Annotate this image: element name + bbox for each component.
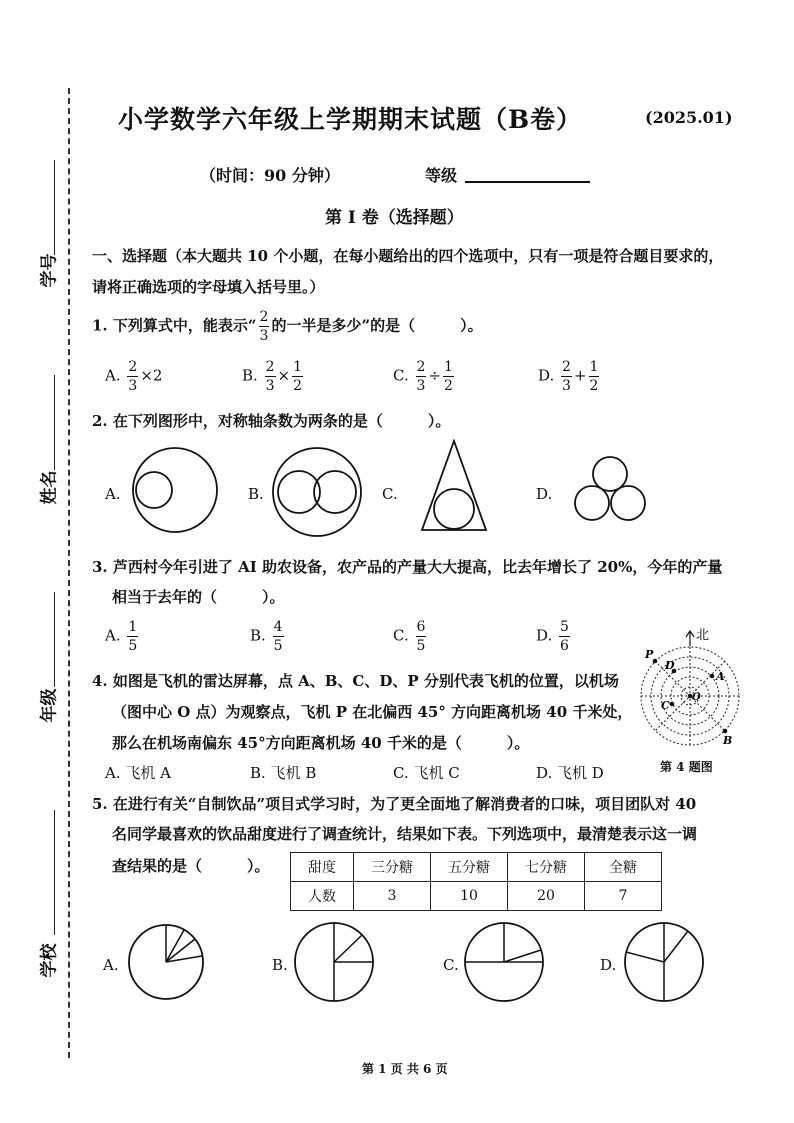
option-fraction [273,620,284,653]
q4-option-b[interactable]: B. 飞机 B [250,764,317,782]
triangle [422,441,486,530]
num: 4 [273,619,283,635]
section-title: 第 I 卷（选择题） [325,208,464,228]
den: 6 [560,638,569,654]
inscribed-circle [434,489,474,529]
option-letter: D. [536,626,553,645]
point-b [723,729,728,734]
label-p: P [645,648,654,661]
num: 2 [416,359,426,375]
num: 5 [560,619,569,635]
q5-option-a-label[interactable]: A. [103,956,119,974]
binding-dashed-line [68,88,70,1058]
option-letter: C. [393,626,409,645]
divider [626,952,664,962]
q5-option-d-label[interactable]: D. [600,956,617,974]
q5-pie-b [292,920,376,1004]
table-header-cell: 全糖 [585,853,662,882]
question-5-line-1: 5. 在进行有关“自制饮品”项目式学习时，为了更全面地了解消费者的口味，项目团队对 40 [92,795,697,813]
q2-figure-a [130,445,220,535]
option-fraction [589,360,600,393]
small-circle [136,472,172,508]
q5-option-c-label[interactable]: C. [443,956,459,974]
den: 3 [128,378,138,394]
point-a [710,674,715,679]
left-circle [575,486,609,520]
question-4-line-1: 4. 如图是飞机的雷达屏幕，点 A、B、C、D、P 分别代表飞机的位置，以机场 [92,672,619,690]
q5-pie-a [126,922,206,1002]
option-letter: A. [105,626,121,645]
label-b: B [723,734,733,747]
exam-date: (2025.01) [645,108,733,127]
student-id-blank[interactable] [54,160,55,255]
question-4-line-3: 那么在机场南偏东 45°方向距离机场 40 千米的是（ ）。 [112,734,530,752]
option-fraction [265,360,276,393]
pie-dividers [465,923,543,962]
option-fraction [127,620,138,653]
table-header-cell: 五分糖 [431,853,508,882]
label-o: O [692,692,701,703]
den: 5 [128,638,138,654]
q4-option-d[interactable]: D. 飞机 D [536,764,604,782]
question-3-line-2: 相当于去年的（ ）。 [112,588,285,606]
name-blank[interactable] [54,375,55,470]
den: 5 [273,638,283,654]
q3-option-d[interactable] [536,620,572,653]
q4-option-c[interactable]: C. 飞机 C [393,764,460,782]
option-fraction [559,620,570,653]
q2-option-c-label[interactable]: C. [382,485,398,503]
name-label: 姓名 [39,470,60,505]
table-cell: 3 [354,882,431,911]
option-letter: C. [393,366,409,385]
q1-prefix: 1. 下列算式中，能表示“ [92,316,257,335]
time-limit: （时间：90 分钟） [200,166,340,185]
num: 6 [416,619,426,635]
label-a: A [716,670,725,683]
q1-option-c[interactable] [393,360,456,393]
point-p [653,659,658,664]
table-header-row [291,853,662,882]
option-fraction [443,360,454,393]
divider [166,930,184,962]
student-id-label: 学号 [39,253,60,288]
table-cell: 7 [585,882,662,911]
q1-suffix: 的一半是多少”的是（ ）。 [271,316,483,335]
den: 3 [416,378,426,394]
table-header-cell: 甜度 [291,853,354,882]
operator: ×2 [140,366,163,385]
level-blank[interactable] [465,181,590,183]
option-letter: D. [538,366,555,385]
instructions-line-2: 请将正确选项的字母填入括号里。） [92,278,325,296]
num: 2 [562,359,571,375]
q1-frac-den: 3 [259,328,269,344]
question-2: 2. 在下列图形中，对称轴条数为两条的是（ ）。 [92,412,451,430]
operator: + [573,366,587,385]
school-label: 学校 [39,943,60,978]
radar-figure [636,624,746,754]
table-cell: 10 [431,882,508,911]
top-circle [593,457,627,491]
pie-dividers [166,925,202,962]
q5-pie-c [462,920,546,1004]
option-fraction [292,360,303,393]
operator: ÷ [428,366,441,385]
school-blank[interactable] [54,810,55,935]
right-circle [611,486,645,520]
den: 2 [589,378,599,394]
table-header-cell: 七分糖 [508,853,585,882]
num: 1 [293,359,302,375]
num: 2 [128,359,138,375]
q3-option-c[interactable] [393,620,428,653]
point-c [670,702,675,707]
question-1 [92,310,483,343]
survey-table [290,852,662,911]
pie-dividers [334,923,373,1001]
option-fraction [561,360,572,393]
question-3-line-1: 3. 芦西村今年引进了 AI 助农设备，农产品的产量大大提高，比去年增长了 20%，今年的产量 [92,558,723,576]
operator: × [277,366,291,385]
option-letter: A. [105,366,121,385]
num: 2 [265,359,275,375]
q2-option-b-label[interactable]: B. [248,485,264,503]
q2-figure-b [270,445,364,539]
table-header-cell: 三分糖 [354,853,431,882]
option-fraction [127,360,138,393]
table-row [291,882,662,911]
den: 3 [265,378,275,394]
num: 1 [589,359,599,375]
q2-option-d-label[interactable]: D. [536,485,553,503]
level-label: 等级 [425,166,458,185]
q5-pie-d [622,920,706,1004]
divider [334,935,362,962]
instructions-line-1: 一、选择题（本大题共 10 个小题，在每小题给出的四个选项中，只有一项是符合题目要求的， [92,247,724,265]
q1-option-a[interactable] [105,360,162,393]
large-circle [133,448,217,532]
question-4-line-2: （图中心 O 点）为观察点，飞机 P 在北偏西 45° 方向距离机场 40 千米处， [112,703,633,721]
question-5-line-3: 查结果的是（ ）。 [112,857,270,875]
grade-blank[interactable] [54,592,55,687]
den: 2 [293,378,302,394]
north-label: 北 [696,628,710,643]
den: 3 [562,378,571,394]
num: 1 [444,359,453,375]
divider [504,950,541,962]
label-c: C [661,699,670,712]
den: 2 [444,378,453,394]
table-row-label: 人数 [291,882,354,911]
q2-option-a-label[interactable]: A. [105,485,121,503]
option-letter: B. [250,626,266,645]
option-fraction [416,620,427,653]
page-number: 第 1 页 共 6 页 [362,1062,448,1076]
large-circle [273,448,361,536]
q4-option-a[interactable]: A. 飞机 A [105,764,171,782]
den: 5 [416,638,426,654]
q1-option-b[interactable] [242,360,305,393]
q2-figure-d [570,455,650,525]
q1-option-d[interactable] [538,360,601,393]
option-letter: B. [242,366,258,385]
divider [664,931,688,962]
q3-option-a[interactable] [105,620,140,653]
label-d: D [665,659,675,672]
q1-frac-num: 2 [259,309,269,325]
q3-option-b[interactable] [250,620,286,653]
exam-title: 小学数学六年级上学期期末试题（B卷） [118,105,583,134]
q5-option-b-label[interactable]: B. [272,956,288,974]
question-5-line-2: 名同学最喜欢的饮品甜度进行了调查统计，结果如下表。下列选项中，最清楚表示这一调 [112,825,698,843]
radar-caption: 第 4 题图 [660,760,713,774]
option-fraction [416,360,427,393]
table-cell: 20 [508,882,585,911]
num: 1 [128,619,138,635]
q2-figure-c [418,438,490,533]
q1-fraction [259,310,270,343]
grade-label: 年级 [39,688,60,723]
